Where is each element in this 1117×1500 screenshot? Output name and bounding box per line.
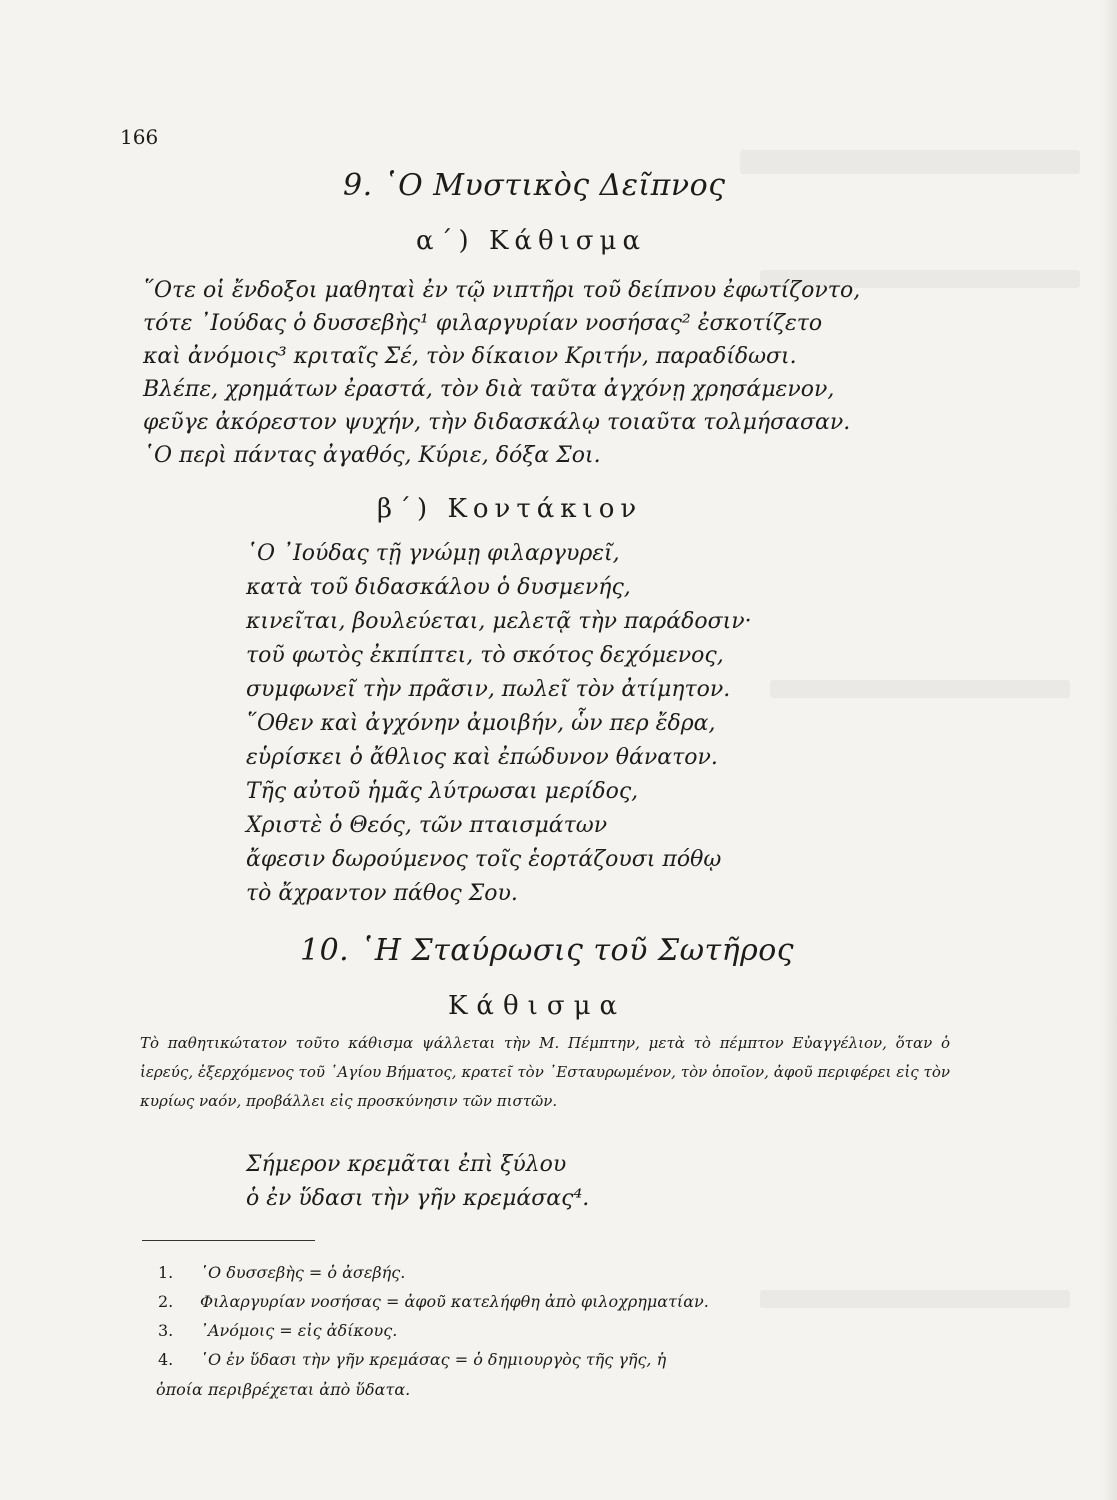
kathisma-heading-2: Κάθισμα — [448, 991, 627, 1021]
footnote-text: Φιλαργυρίαν νοσήσας = ἀφοῦ κατελήφθη ἀπὸ φιλοχρηματίαν. — [200, 1292, 709, 1311]
kathisma-line: Βλέπε, χρημάτων ἐραστά, τὸν διὰ ταῦτα ἀγχόνῃ χρησάμενον, — [143, 377, 835, 402]
footnote-number: 4. — [158, 1350, 174, 1369]
page-number: 166 — [120, 125, 159, 149]
footnote-text: ᾿Ανόμοις = εἰς ἀδίκους. — [200, 1321, 398, 1340]
kontakion-line: εὑρίσκει ὁ ἄθλιος καὶ ἐπώδυνον θάνατον. — [246, 745, 718, 770]
kontakion-heading: β΄) Κοντάκιον — [377, 494, 643, 524]
kontakion-line: ἄφεσιν δωρούμενος τοῖς ἑορτάζουσι πόθῳ — [246, 847, 722, 872]
footnote-rule — [142, 1240, 315, 1241]
kathisma-line: ῾Ο περὶ πάντας ἀγαθός, Κύριε, δόξα Σοι. — [143, 443, 601, 468]
bleed-through-shading — [770, 680, 1070, 698]
kathisma-line: καὶ ἀνόμοις³ κριταῖς Σέ, τὸν δίκαιον Κριτήν, παραδίδωσι. — [143, 344, 797, 369]
footnote — [158, 1263, 405, 1282]
footnote-number: 3. — [158, 1321, 174, 1340]
section-9-title: 9. ῾Ο Μυστικὸς Δεῖπνος — [343, 168, 726, 203]
footnote-number: 1. — [158, 1263, 174, 1282]
kathisma-line: φεῦγε ἀκόρεστον ψυχήν, τὴν διδασκάλῳ τοιαῦτα τολμήσασαν. — [143, 410, 851, 435]
footnote — [158, 1350, 666, 1369]
bleed-through-shading — [740, 150, 1080, 174]
footnote — [158, 1321, 397, 1340]
kontakion-line: ῞Οθεν καὶ ἀγχόνην ἀμοιβήν, ὧν περ ἔδρα, — [246, 711, 716, 736]
kontakion-line: τοῦ φωτὸς ἐκπίπτει, τὸ σκότος δεχόμενος, — [246, 643, 724, 668]
page-edge-shadow — [1103, 0, 1117, 1500]
section-10-title: 10. ῾Η Σταύρωσις τοῦ Σωτῆρος — [300, 933, 795, 968]
footnote-text: ῾Ο δυσσεβὴς = ὁ ἀσεβής. — [200, 1263, 406, 1282]
bleed-through-shading — [760, 1290, 1070, 1308]
footnote-continuation: ὁποία περιβρέχεται ἀπὸ ὕδατα. — [156, 1380, 411, 1399]
kontakion-line: κινεῖται, βουλεύεται, μελετᾷ τὴν παράδοσιν· — [246, 609, 752, 634]
kathisma-line: ῞Οτε οἱ ἔνδοξοι μαθηταὶ ἐν τῷ νιπτῆρι τοῦ δείπνου ἐφωτίζοντο, — [143, 278, 861, 303]
footnote-number: 2. — [158, 1292, 174, 1311]
kontakion-line: Τῆς αὐτοῦ ἡμᾶς λύτρωσαι μερίδος, — [246, 779, 639, 804]
kathisma-heading: α΄) Κάθισμα — [416, 226, 646, 256]
footnote — [158, 1292, 709, 1311]
kontakion-line: τὸ ἄχραντον πάθος Σου. — [246, 881, 518, 906]
footnote-text: ῾Ο ἐν ὕδασι τὴν γῆν κρεμάσας = ὁ δημιουργὸς τῆς γῆς, ἡ — [200, 1350, 667, 1369]
kontakion-line: κατὰ τοῦ διδασκάλου ὁ δυσμενής, — [246, 575, 631, 600]
kathisma-line: τότε ᾿Ιούδας ὁ δυσσεβὴς¹ φιλαργυρίαν νοσήσας² ἐσκοτίζετο — [143, 311, 823, 336]
rubric-note: Τὸ παθητικώτατον τοῦτο κάθισμα ψάλλεται τὴν Μ. Πέμπτην, μετὰ τὸ πέμπτον Εὐαγγέλιον, ὅταν ὁ ἱερεύς, ἐξερχόμενος τοῦ ῾Αγίου Βήματος, κρατεῖ τὸν ᾿Εσταυρωμένον, τὸν ὁποῖον, ἀφοῦ περιφέρει εἰς τὸν κυρίως ναόν, προβάλλει εἰς προσκύνησιν τῶν πιστῶν. — [140, 1034, 950, 1110]
kontakion-line: συμφωνεῖ τὴν πρᾶσιν, πωλεῖ τὸν ἀτίμητον. — [246, 677, 731, 702]
kontakion-line: Χριστὲ ὁ Θεός, τῶν πταισμάτων — [246, 813, 608, 838]
kontakion-line: ῾Ο ᾿Ιούδας τῇ γνώμῃ φιλαργυρεῖ, — [246, 541, 620, 566]
hymn-line: Σήμερον κρεμᾶται ἐπὶ ξύλου — [246, 1152, 567, 1177]
hymn-line: ὁ ἐν ὕδασι τὴν γῆν κρεμάσας⁴. — [246, 1186, 590, 1211]
